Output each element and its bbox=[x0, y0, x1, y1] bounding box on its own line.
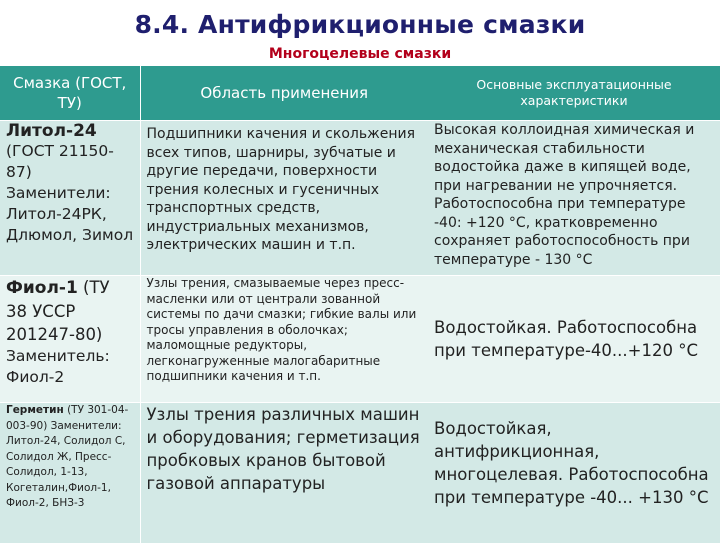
properties-text: Высокая коллоидная химическая и механическая стабильности водостойка даже в кипящей воде, при нагревании не упрочняется. Работоспособна при температуре -40: +120 °С, кратковременно сохраняет работоспособность при температуре - 130 °С bbox=[434, 122, 695, 268]
properties-cell bbox=[428, 403, 720, 544]
application-text: Узлы трения различных машин и оборудования; герметизация пробковых кранов бытовой газовой аппаратуры bbox=[146, 405, 420, 493]
properties-cell bbox=[428, 121, 720, 276]
column-header-application: Область применения bbox=[140, 66, 428, 121]
lubricant-name: Литол-24 bbox=[6, 121, 97, 141]
application-cell bbox=[140, 403, 428, 544]
application-text: Узлы трения, смазываемые через пресс-масленки или от централи зованной системы по дачи смазки; гибкие валы или тросы управления в оболочках; маломощные редукторы, легконагруженные малогабаритные подшипники качения и т.п. bbox=[146, 276, 417, 383]
properties-cell bbox=[428, 276, 720, 403]
lubricant-name: Герметин bbox=[6, 404, 64, 416]
lubricant-spec: (ТУ 38 УССР 201247-80) bbox=[6, 278, 110, 344]
lubricants-table bbox=[0, 66, 720, 544]
properties-text: Водостойкая. Работоспособна при температуре-40...+120 °С bbox=[434, 318, 698, 360]
table-row bbox=[0, 121, 720, 276]
table-row bbox=[0, 276, 720, 403]
table-row bbox=[0, 403, 720, 544]
application-text: Подшипники качения и скольжения всех типов, шарниры, зубчатые и другие передачи, поверхности трения колесных и гусеничных транспортных средств, индустриальных механизмов, электрических машин и т.п. bbox=[146, 126, 416, 253]
properties-text: Водостойкая, антифрикционная, многоцелевая. Работоспособна при температуре -40... +130 °С bbox=[434, 419, 709, 507]
lubricant-cell bbox=[0, 403, 140, 544]
lubricant-name: Фиол-1 bbox=[6, 278, 78, 298]
page-title: 8.4. Антифрикционные смазки bbox=[134, 10, 586, 39]
column-header-lubricant: Смазка (ГОСТ, ТУ) bbox=[0, 66, 140, 121]
lubricant-spec: (ГОСТ 21150-87) Заменители: Литол-24РК, Длюмол, Зимол bbox=[6, 142, 134, 244]
table-header-row bbox=[0, 66, 720, 121]
page-subtitle: Многоцелевые смазки bbox=[268, 46, 452, 62]
application-cell bbox=[140, 121, 428, 276]
column-header-properties: Основные эксплуатационные характеристики bbox=[428, 66, 720, 121]
lubricant-substitute: Заменитель: Фиол-2 bbox=[6, 347, 110, 386]
lubricant-cell bbox=[0, 276, 140, 403]
lubricant-spec: (ТУ 301-04-003-90) Заменители: Литол-24, Солидол С, Солидол Ж, Пресс-Солидол, 1-13, Когеталин,Фиол-1, Фиол-2, БНЗ-3 bbox=[6, 404, 129, 509]
application-cell bbox=[140, 276, 428, 403]
lubricant-cell bbox=[0, 121, 140, 276]
